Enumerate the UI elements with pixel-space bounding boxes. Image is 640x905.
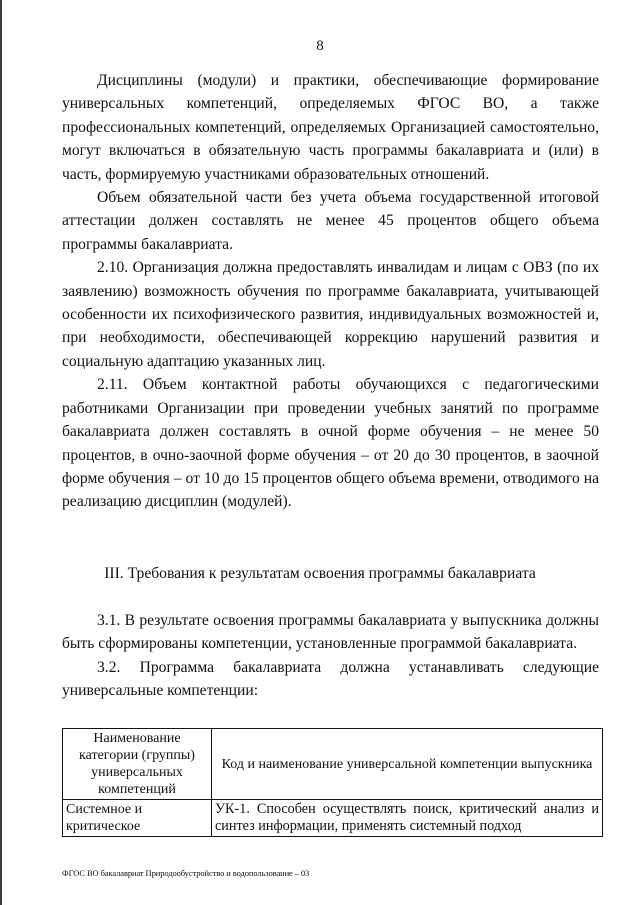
paragraph-mandatory-part: Объем обязательной части без учета объема государственной итоговой аттестации должен составлять не менее 45 процентов общего объема программы бакалавриата. — [62, 189, 599, 253]
paragraph-2-10: 2.10. Организация должна предоставлять инвалидам и лицам с ОВЗ (по их заявлению) возможность обучения по программе бакалавриата, учитывающей особенности их психофизического развития, индивидуальных возможностей и, при необходимости, обеспечивающей коррекцию нарушений развития и социальную адаптацию указанных лиц. — [62, 259, 599, 370]
body-text — [62, 69, 599, 514]
section-text — [62, 609, 599, 703]
header-category: Наименование категории (группы) универсальных компетенций — [63, 729, 212, 800]
page-edge-line — [0, 0, 2, 905]
cell-category: Системное и критическое — [63, 800, 212, 837]
paragraph-2-11: 2.11. Объем контактной работы обучающихся с педагогическими работниками Организации при проведении учебных занятий по программе бакалавриата должен составлять в очной форме обучения – не менее 50 процентов, в очно-заочной форме обучения – от 20 до 30 процентов, в заочной форме обучения – от 10 до 15 процентов общего объема времени, отводимого на реализацию дисциплин (модулей). — [62, 376, 599, 511]
competencies-table — [62, 728, 603, 837]
page-footer: ФГОС ВО бакалавриат Природообустройство и водопользование – 03 — [62, 868, 310, 878]
header-competence: Код и наименование универсальной компетенции выпускника — [212, 729, 603, 800]
page-number: 8 — [316, 38, 324, 54]
paragraph-3-2: 3.2. Программа бакалавриата должна устанавливать следующие универсальные компетенции: — [62, 658, 599, 700]
cell-competence: УК-1. Способен осуществлять поиск, критический анализ и синтез информации, применять системный подход — [212, 800, 603, 837]
table-row — [63, 800, 603, 837]
table-header-row — [63, 729, 603, 800]
section-heading: III. Требования к результатам освоения программы бакалавриата — [104, 565, 536, 582]
paragraph-3-1: 3.1. В результате освоения программы бакалавриата у выпускника должны быть сформированы компетенции, установленные программой бакалавриата. — [62, 612, 599, 653]
paragraph-disciplines: Дисциплины (модули) и практики, обеспечивающие формирование универсальных компетенций, определяемых ФГОС ВО, а также профессиональных компетенций, определяемых Организацией самостоятельно, могут включаться в обязательную часть программы бакалавриата и (или) в часть, формируемую участниками образовательных отношений. — [62, 72, 599, 183]
